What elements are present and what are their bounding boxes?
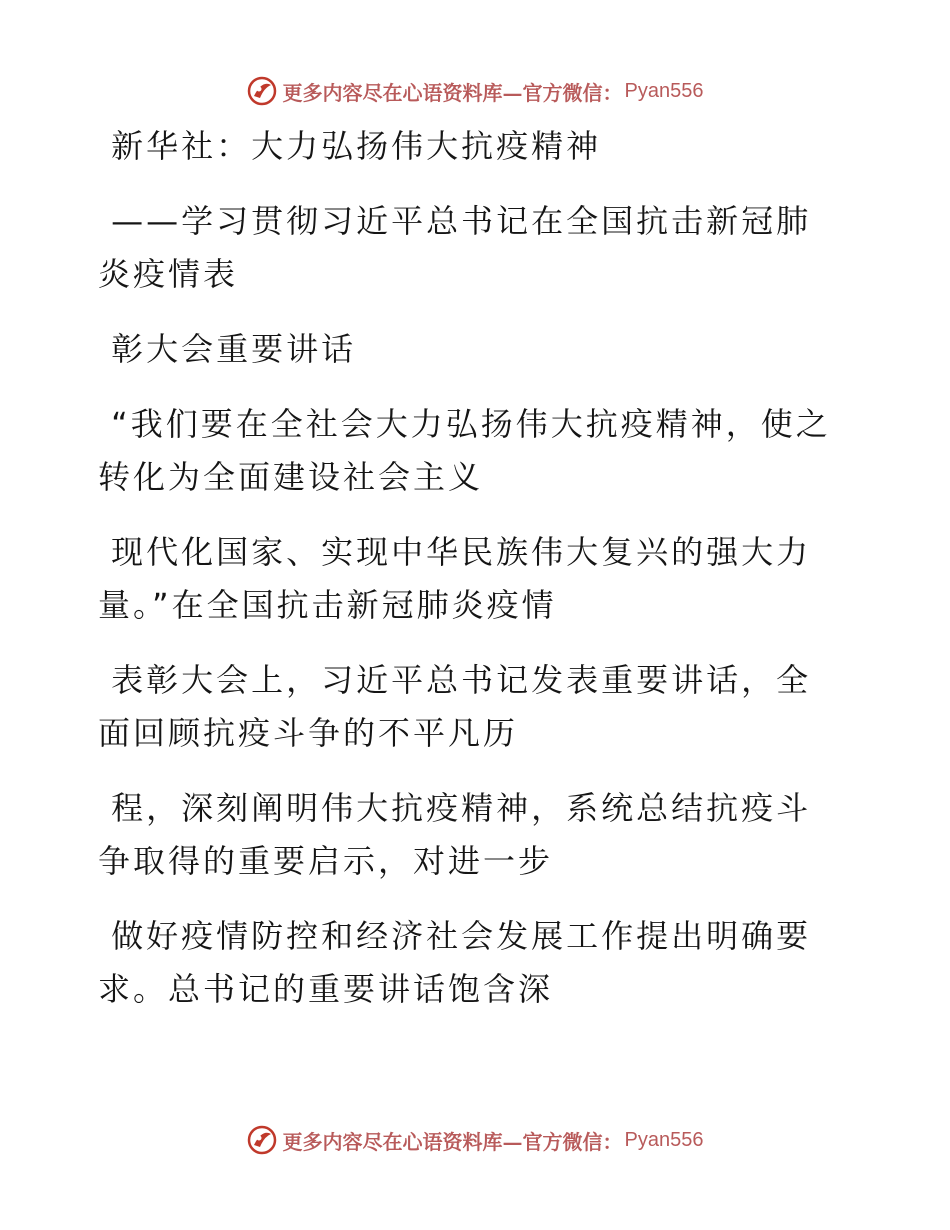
subtitle-line: ——学习贯彻习近平总书记在全国抗击新冠肺炎疫情表 (98, 202, 812, 293)
watermark-logo-icon (247, 1125, 277, 1155)
title-line: 新华社：大力弘扬伟大抗疫精神 (98, 127, 602, 165)
body-paragraph: 做好疫情防控和经济社会发展工作提出明确要求。总书记的重要讲话饱含深 (98, 917, 812, 1008)
watermark-wechat-id: Pyan556 (624, 1128, 704, 1151)
watermark-logo-icon (247, 76, 277, 106)
body-paragraph: 现代化国家、实现中华民族伟大复兴的强大力量。”在全国抗击新冠肺炎疫情 (98, 533, 812, 624)
footer-watermark (0, 1120, 950, 1160)
watermark-wechat-id: Pyan556 (624, 79, 704, 102)
body-paragraph: 程，深刻阐明伟大抗疫精神，系统总结抗疫斗争取得的重要启示，对进一步 (98, 789, 812, 880)
document-body (98, 120, 838, 1016)
subtitle-continuation: 彰大会重要讲话 (98, 330, 357, 368)
watermark-text: 更多内容尽在心语资料库—官方微信： (282, 1129, 623, 1154)
header-watermark (0, 71, 950, 111)
body-paragraph: “我们要在全社会大力弘扬伟大抗疫精神，使之转化为全面建设社会主义 (98, 405, 831, 496)
watermark-text: 更多内容尽在心语资料库—官方微信： (282, 80, 623, 105)
body-paragraph: 表彰大会上，习近平总书记发表重要讲话，全面回顾抗疫斗争的不平凡历 (98, 661, 812, 752)
